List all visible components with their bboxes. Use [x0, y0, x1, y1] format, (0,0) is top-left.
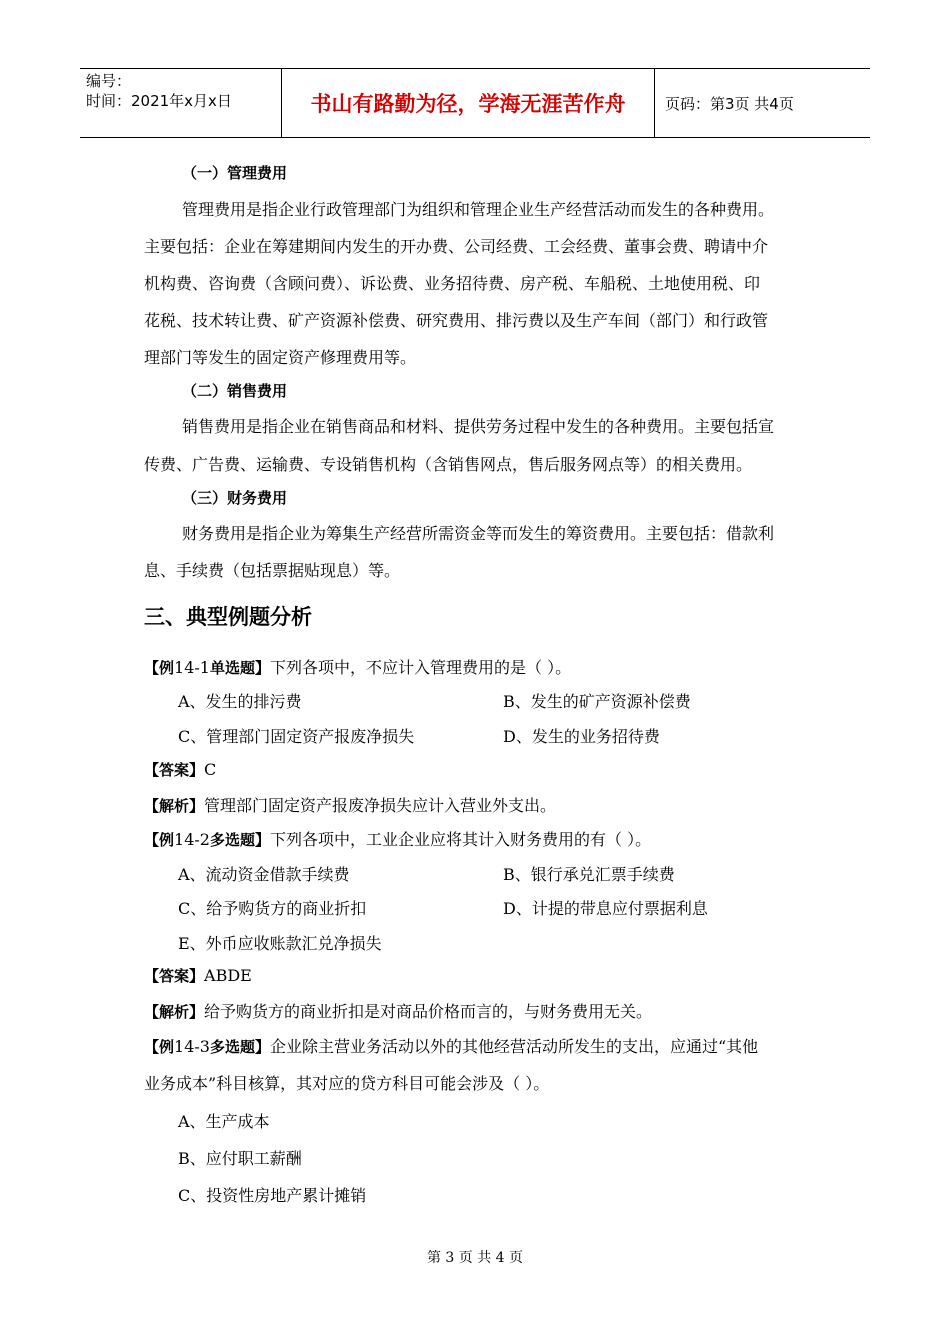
answer-value: C: [204, 760, 217, 779]
question-3-stem: [144, 1034, 758, 1057]
question-number: 14-2: [174, 830, 210, 849]
answer-label: 【答案】: [144, 761, 205, 779]
question-3-stem-cont: 业务成本”科目核算，其对应的贷方科目可能会涉及（ ）。: [144, 1074, 550, 1093]
option-a: A、生产成本: [178, 1112, 270, 1131]
question-2-stem: [144, 827, 651, 850]
option-d: D、计提的带息应付票据利息: [503, 899, 708, 918]
header-meta: [80, 69, 282, 137]
question-1-analysis: [144, 793, 556, 816]
question-1-stem: [144, 655, 571, 678]
question-type: 单选题】: [209, 659, 270, 677]
analysis-label: 【解析】: [144, 797, 205, 815]
page-header: [80, 68, 870, 138]
option-b: B、应付职工薪酬: [178, 1149, 302, 1168]
analysis-text: 管理部门固定资产报废净损失应计入营业外支出。: [204, 796, 557, 815]
header-code-label: 编号：: [86, 72, 132, 90]
question-text: 下列各项中，工业企业应将其计入财务费用的有（ ）。: [269, 830, 652, 849]
header-date: 时间：2021年x月x日: [86, 92, 232, 110]
option-c: C、给予购货方的商业折扣: [178, 899, 367, 918]
question-2-answer: [144, 965, 252, 986]
option-a: A、流动资金借款手续费: [178, 865, 350, 884]
option-e: E、外币应收账款汇兑净损失: [178, 934, 382, 953]
paragraph-line: 主要包括：企业在筹建期间内发生的开办费、公司经费、工会经费、董事会费、聘请中介: [144, 237, 769, 256]
question-type: 多选题】: [209, 831, 270, 849]
header-motto: 书山有路勤为径，学海无涯苦作舟: [282, 69, 655, 137]
page-footer: 第 3 页 共 4 页: [426, 1250, 524, 1266]
section-heading-admin-expense: （一）管理费用: [182, 164, 288, 182]
paragraph-line: 机构费、咨询费（含顾问费）、诉讼费、业务招待费、房产税、车船税、土地使用税、印: [144, 274, 761, 293]
question-2-analysis: [144, 999, 652, 1022]
question-type: 多选题】: [209, 1038, 270, 1056]
question-1-answer: [144, 759, 216, 780]
paragraph-line: 管理费用是指企业行政管理部门为组织和管理企业生产经营活动而发生的各种费用。: [182, 200, 775, 219]
section-heading-selling-expense: （二）销售费用: [182, 382, 288, 400]
question-tag: 【例: [144, 659, 175, 677]
header-page-info: 页码：第3页 共4页: [665, 94, 794, 113]
main-heading: 三、典型例题分析: [144, 605, 312, 629]
paragraph-line: 理部门等发生的固定资产修理费用等。: [144, 348, 417, 367]
analysis-text: 给予购货方的商业折扣是对商品价格而言的，与财务费用无关。: [204, 1002, 653, 1021]
paragraph-line: 销售费用是指企业在销售商品和材料、提供劳务过程中发生的各种费用。主要包括宣: [182, 417, 775, 436]
answer-label: 【答案】: [144, 967, 205, 985]
analysis-label: 【解析】: [144, 1003, 205, 1021]
question-tag: 【例: [144, 831, 175, 849]
option-a: A、发生的排污费: [178, 692, 302, 711]
question-number: 14-1: [174, 658, 210, 677]
answer-value: ABDE: [204, 966, 252, 985]
paragraph-line: 财务费用是指企业为筹集生产经营所需资金等而发生的筹资费用。主要包括：借款利: [182, 524, 775, 543]
option-c: C、管理部门固定资产报废净损失: [178, 727, 415, 746]
question-number: 14-3: [174, 1037, 210, 1056]
section-heading-finance-expense: （三）财务费用: [182, 489, 288, 507]
paragraph-line: 花税、技术转让费、矿产资源补偿费、研究费用、排污费以及生产车间（部门）和行政管: [144, 311, 769, 330]
paragraph-line: 息、手续费（包括票据贴现息）等。: [144, 561, 401, 580]
option-d: D、发生的业务招待费: [503, 727, 660, 746]
question-text: 企业除主营业务活动以外的其他经营活动所发生的支出，应通过“其他: [269, 1037, 759, 1056]
option-b: B、发生的矿产资源补偿费: [503, 692, 691, 711]
paragraph-line: 传费、广告费、运输费、专设销售机构（含销售网点，售后服务网点等）的相关费用。: [144, 455, 753, 474]
question-text: 下列各项中，不应计入管理费用的是（ ）。: [269, 658, 572, 677]
option-b: B、银行承兑汇票手续费: [503, 865, 675, 884]
question-tag: 【例: [144, 1038, 175, 1056]
option-c: C、投资性房地产累计摊销: [178, 1186, 367, 1205]
